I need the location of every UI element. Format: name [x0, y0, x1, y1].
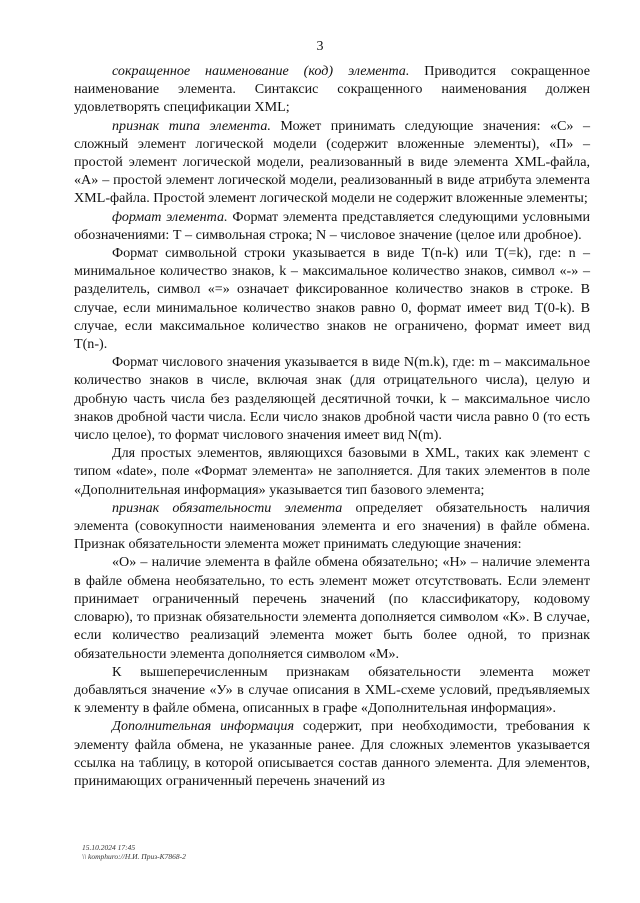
print-footer — [82, 843, 186, 861]
paragraph-text: определяет обязательность наличия элемента (совокупности наименования элемента и его значения) в файле обмена. Признак обязательности элемента может принимать следующие значения: — [74, 499, 590, 553]
term-additional-info: Дополнительная информация — [112, 718, 294, 735]
paragraph-short-name — [74, 62, 590, 117]
paragraph-number-format — [74, 353, 590, 444]
paragraph-text: Приводится сокращенное наименование элемента. Синтаксис сокращенного наименования должен удовлетворять спецификации XML; — [74, 63, 590, 116]
paragraph-text: Формат числового значения указывается в виде N(m.k), где: m – максимальное количество знаков в числе, включая знак (для отрицательного числа), целую и дробную часть числа без разделяющей десятичной точки, k – максимальное число знаков дробной части числа. Если число знаков дробной части числа равно 0 (то есть число целое), то формат числового значения имеет вид N(m). — [74, 354, 590, 444]
print-path: \\ komphuro://Н.И. Приз-К7868-2 — [82, 852, 186, 861]
paragraph-text: К вышеперечисленным признакам обязательности элемента может добавляться значение «У» в случае описания в XML-схеме условий, предъявляемых к элементу в файле обмена, описанных в графе «Дополнительная информация». — [74, 663, 590, 717]
paragraph-text: «О» – наличие элемента в файле обмена обязательно; «Н» – наличие элемента в файле обмена необязательно, то есть элемент может отсутствовать. Если элемент принимает ограниченный перечень значений (по классификатору, кодовому словарю), то признак обязательности элемента дополняется символом «К». В случае, если количество реализаций элемента может быть более одной, то признак обязательности элемента дополняется символом «М». — [74, 554, 590, 662]
paragraph-text: Формат элемента представляется следующими условными обозначениями: Т – символьная строка; N – числовое значение (целое или дробное). — [74, 208, 590, 243]
paragraph-text: Формат символьной строки указывается в виде Т(n-k) или Т(=k), где: n – минимальное количество знаков, k – максимальное количество знаков, символ «-» – разделитель, символ «=» означает фиксированное количество знаков в строке. В случае, если минимальное количество знаков равно 0, формат имеет вид Т(0-k). В случае, если максимальное количество знаков не ограничено, формат имеет вид Т(n-). — [74, 245, 590, 353]
paragraph-format — [74, 208, 590, 244]
body-text — [74, 62, 590, 790]
paragraph-text: содержит, при необходимости, требования к элементу файла обмена, не указанные ранее. Для сложных элементов указывается ссылка на таблицу, в которой описывается состав данного элемента. Для элементов, принимающих ограниченный перечень значений из — [74, 718, 590, 789]
paragraph-string-format — [74, 244, 590, 353]
paragraph-required-flag — [74, 499, 590, 554]
paragraph-additional-info — [74, 717, 590, 790]
paragraph-additional-flag — [74, 663, 590, 718]
term-short-name: сокращенное наименование (код) элемента. — [112, 63, 410, 79]
print-timestamp: 15.10.2024 17:45 — [82, 843, 136, 852]
paragraph-required-values — [74, 553, 590, 662]
paragraph-text: Для простых элементов, являющихся базовыми в XML, таких как элемент с типом «date», поле «Формат элемента» не заполняется. Для таких элементов в поле «Дополнительная информация» указывается тип базового элемента; — [74, 445, 590, 498]
paragraph-type-flag — [74, 117, 590, 208]
page-number: 3 — [316, 39, 324, 54]
paragraph-text: Может принимать следующие значения: «С» – сложный элемент логической модели (содержит вложенные элементы), «П» – простой элемент логической модели, реализованный в виде элемента XML-файла, «А» – простой элемент логической модели, реализованный в виде атрибута элемента XML-файла. Простой элемент логической модели не содержит вложенные элементы; — [74, 117, 590, 207]
term-format: формат элемента. — [112, 208, 228, 225]
paragraph-base-types — [74, 444, 590, 499]
term-required-flag: признак обязательности элемента — [112, 499, 343, 516]
term-type-flag: признак типа элемента. — [112, 117, 271, 134]
